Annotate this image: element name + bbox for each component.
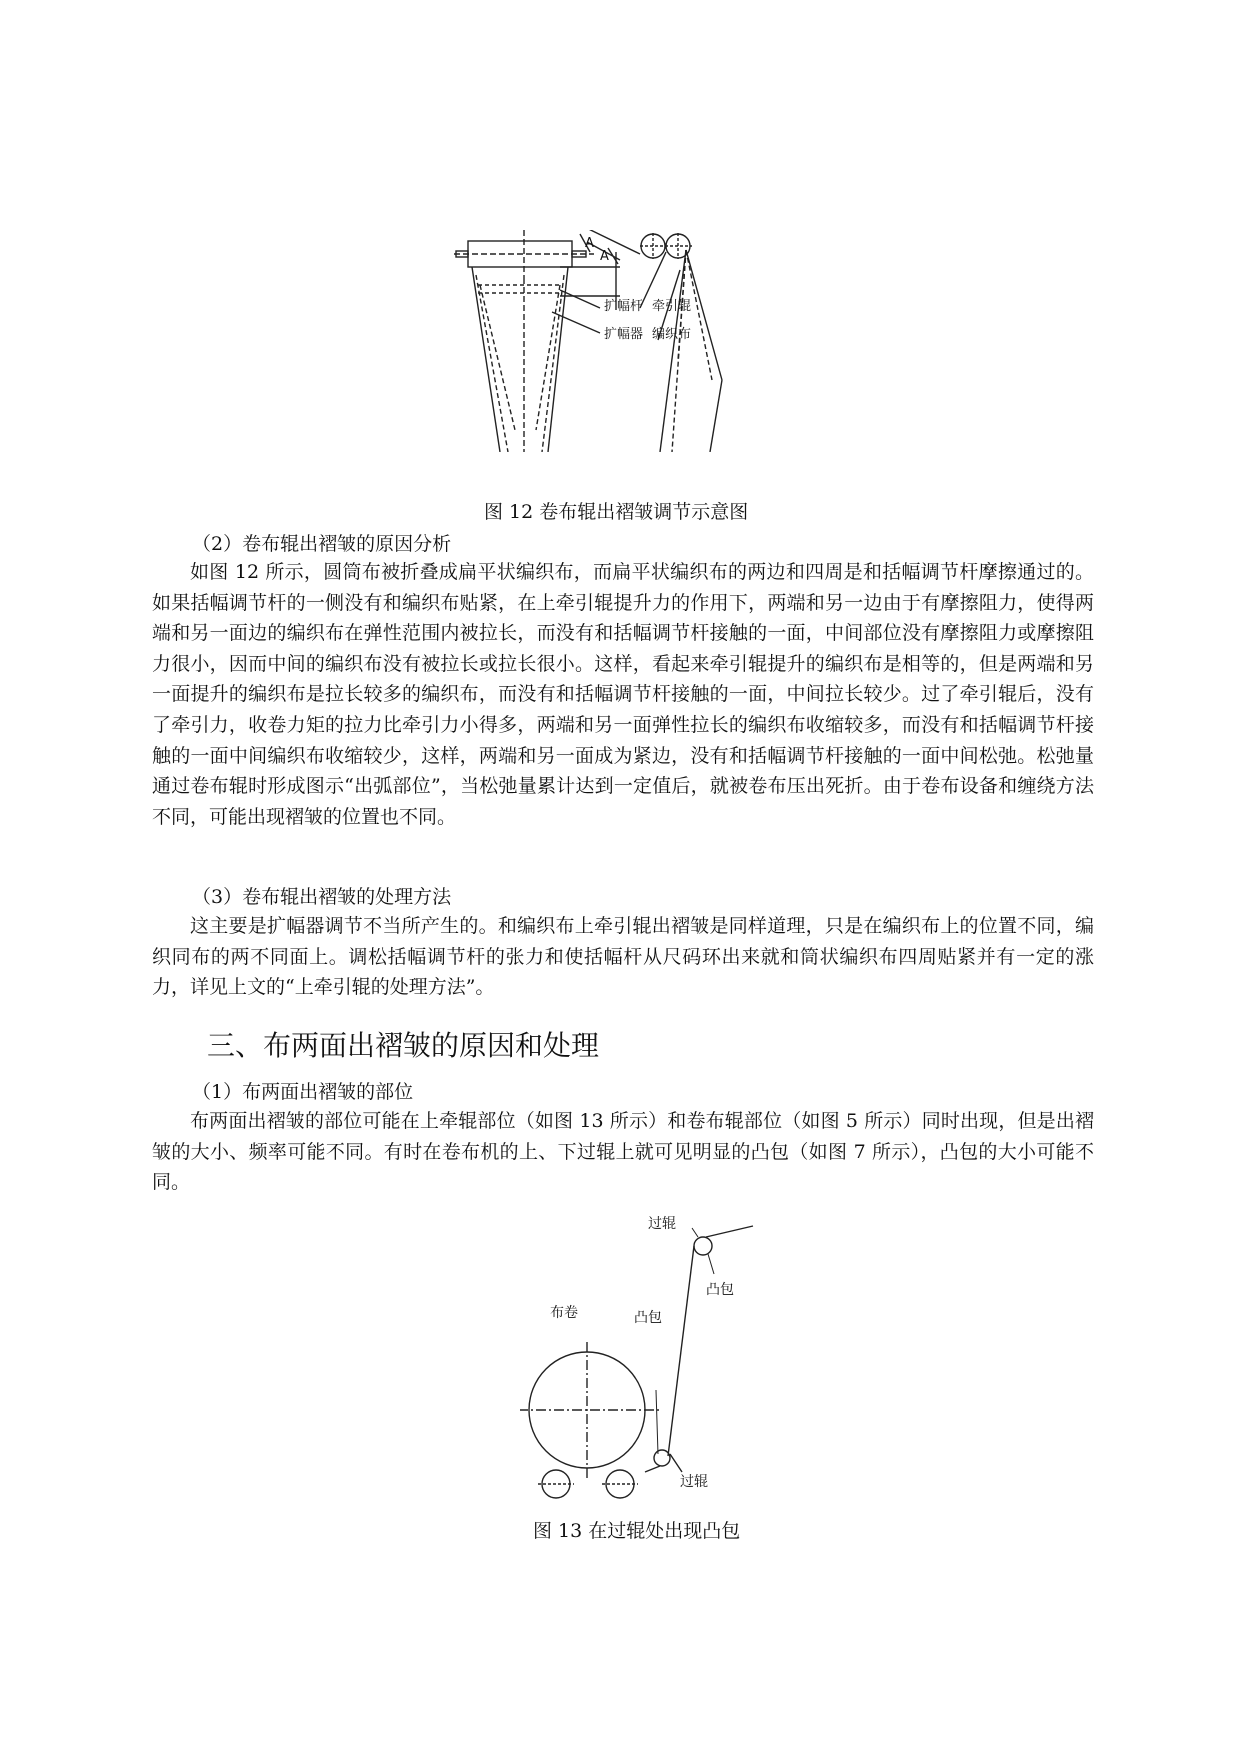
fig13-label-mid-bulge: 凸包 — [634, 1310, 662, 1326]
fig13-label-bottom-roller: 过辊 — [680, 1474, 708, 1490]
fig13-label-top-bulge: 凸包 — [706, 1282, 734, 1298]
fig13-top-roller — [694, 1237, 712, 1255]
section-2-heading: （2）卷布辊出褶皱的原因分析 — [192, 533, 452, 555]
figure-13 — [520, 1210, 760, 1500]
fig12-label-expander-bar: 扩幅杆 — [604, 299, 644, 314]
fig13-label-top-roller: 过辊 — [648, 1216, 676, 1232]
fig12-dim-a2: A — [600, 249, 609, 264]
section-c1-heading: （1）布两面出褶皱的部位 — [192, 1081, 414, 1103]
chapter-title: 三、布两面出褶皱的原因和处理 — [207, 1029, 600, 1062]
figure-12-diagram — [440, 230, 820, 452]
fig12-label-traction-roller: 牵引辊 — [652, 299, 692, 314]
section-3-paragraph: 这主要是扩幅器调节不当所产生的。和编织布上牵引辊出褶皱是同样道理，只是在编织布上的位置不同，编织同布的两不同面上。调松括幅调节杆的张力和使括幅杆从尺码环出来就和筒状编织布四周贴紧并有一定的涨力，详见上文的“上牵引辊的处理方法”。 — [152, 915, 1094, 999]
figure-13-caption: 图 13 在过辊处出现凸包 — [533, 1520, 741, 1542]
figure-13-diagram — [520, 1210, 760, 1500]
figure-12-caption: 图 12 卷布辊出褶皱调节示意图 — [484, 501, 749, 523]
fig12-dim-a1: A — [585, 236, 594, 251]
figure-12 — [440, 230, 820, 452]
fig12-label-expander: 扩幅器 — [604, 327, 644, 342]
section-c1-paragraph: 布两面出褶皱的部位可能在上牵辊部位（如图 13 所示）和卷布辊部位（如图 5 所示）同时出现，但是出褶皱的大小、频率可能不同。有时在卷布机的上、下过辊上就可见明显的凸包（如图 7 所示），凸包的大小可能不同。 — [152, 1110, 1094, 1194]
fig13-bottom-roller — [654, 1450, 670, 1466]
fig12-label-knit-fabric: 编织布 — [652, 327, 692, 342]
section-2-paragraph: 如图 12 所示，圆筒布被折叠成扁平状编织布，而扁平状编织布的两边和四周是和括幅调节杆摩擦通过的。如果括幅调节杆的一侧没有和编织布贴紧，在上牵引辊提升力的作用下，两端和另一边由于有摩擦阻力，使得两端和另一面边的编织布在弹性范围内被拉长，而没有和括幅调节杆接触的一面，中间部位没有摩擦阻力或摩擦阻力很小，因而中间的编织布没有被拉长或拉长很小。这样，看起来牵引辊提升的编织布是相等的，但是两端和另一面提升的编织布是拉长较多的编织布，而没有和括幅调节杆接触的一面，中间拉长较少。过了牵引辊后，没有了牵引力，收卷力矩的拉力比牵引力小得多，两端和另一面弹性拉长的编织布收缩较多，而没有和括幅调节杆接触的一面中间编织布收缩较少，这样，两端和另一面成为紧边，没有和括幅调节杆接触的一面中间松弛。松弛量通过卷布辊时形成图示“出弧部位”，当松弛量累计达到一定值后，就被卷布压出死折。由于卷布设备和缠绕方法不同，可能出现褶皱的位置也不同。 — [152, 561, 1094, 828]
section-3-heading: （3）卷布辊出褶皱的处理方法 — [192, 886, 452, 908]
fig13-label-cloth-roll: 布卷 — [550, 1305, 578, 1321]
